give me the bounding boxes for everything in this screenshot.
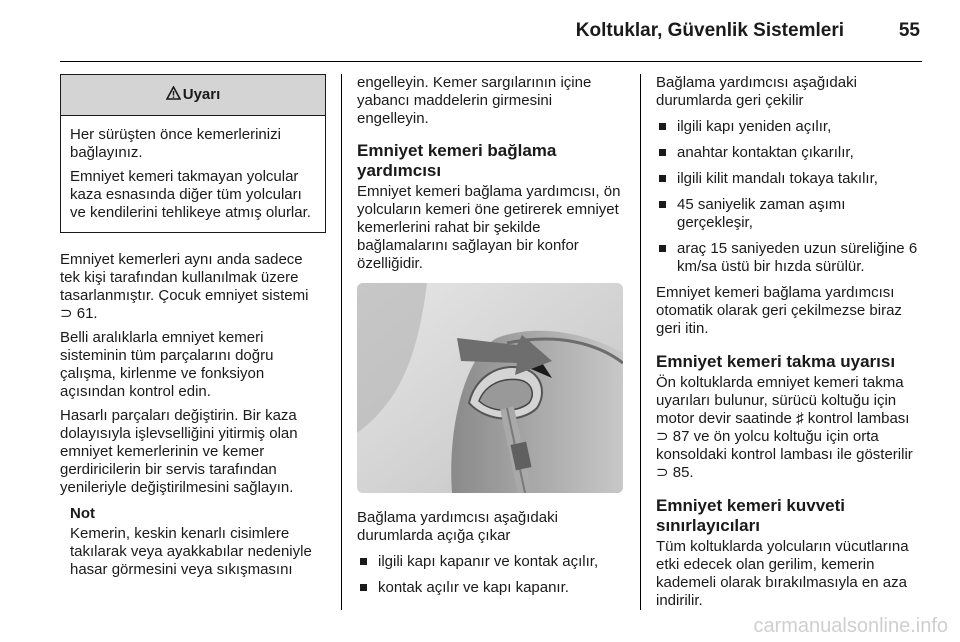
paragraph: Bağlama yardımcısı aşağıdaki durumlarda geri çekilir [656, 74, 857, 109]
header-rule [60, 61, 922, 62]
paragraph: Belli aralıklarla emniyet kemeri sisteminin tüm parçalarını doğru çalışma, kirlenme ve fonksiyon açısından kontrol edin. [60, 329, 274, 400]
paragraph: Emniyet kemeri bağlama yardımcısı, ön yolcuların kemeri öne getirerek emniyet kemerlerini rahat bir şekilde bağlamalarını sağlayan bir konfor özelliğidir. [357, 183, 621, 272]
page-ref-link[interactable]: 61. [76, 305, 98, 322]
page-header [60, 18, 922, 48]
column-1 [60, 74, 326, 579]
list-item: ilgili kapı yeniden açılır, [656, 118, 924, 136]
list-item: ilgili kilit mandalı tokaya takılır, [656, 170, 924, 188]
page-number: 55 [898, 20, 920, 41]
list-item: kontak açılır ve kapı kapanır. [357, 579, 625, 597]
note-label: Not [70, 505, 95, 522]
warning-text-1: Her sürüşten önce kemerlerinizi bağlayınız. [70, 126, 281, 161]
warning-header [61, 75, 325, 116]
page-ref-icon: ⊃ [60, 305, 73, 322]
warning-triangle-icon [166, 86, 181, 105]
list-item: anahtar kontaktan çıkarılır, [656, 144, 924, 162]
section-force-limiters [656, 496, 924, 610]
paragraph [656, 374, 924, 482]
page-ref-icon: ⊃ [656, 464, 669, 481]
page-title: Koltuklar, Güvenlik Sistemleri [575, 20, 844, 41]
column-3 [656, 74, 924, 616]
paragraph: Bağlama yardımcısı aşağıdaki durumlarda açığa çıkar [357, 509, 558, 544]
note-text: Kemerin, keskin kenarlı cisimlere takılarak veya ayakkabılar nedeniyle hasar görmesini veya sıkışmasını [70, 525, 312, 578]
column-divider [341, 74, 342, 610]
section-heading: Emniyet kemeri takma uyarısı [656, 352, 896, 371]
note-block [70, 505, 326, 579]
section-heading: Emniyet kemeri bağlama yardımcısı [357, 141, 557, 180]
list-item: 45 saniyelik zaman aşımı gerçekleşir, [656, 196, 924, 232]
page-ref-link[interactable]: 85. [672, 464, 694, 481]
extend-conditions-list [357, 553, 625, 597]
section-heading: Emniyet kemeri kuvveti sınırlayıcıları [656, 496, 845, 535]
paragraph: engelleyin. Kemer sargılarının içine yabancı maddelerin girmesini engelleyin. [357, 74, 592, 127]
paragraph-text: kontrol lambası [807, 410, 910, 427]
column-2 [357, 74, 625, 605]
page-ref-icon: ⊃ [656, 428, 669, 445]
watermark: carmanualsonline.info [753, 615, 948, 637]
paragraph-text: Ön koltuklarda emniyet kemeri takma uyarıları bulunur, sürücü koltuğu için motor devir saatinde [656, 374, 904, 427]
retract-conditions-list [656, 118, 924, 276]
warning-box [60, 74, 326, 233]
warning-text-2: Emniyet kemeri takmayan yolcular kaza esnasında diğer tüm yolcuları ve kendilerini tehlikeye atmış olurlar. [70, 168, 311, 221]
paragraph: Emniyet kemeri bağlama yardımcısı otomatik olarak geri çekilmezse biraz geri itin. [656, 284, 902, 337]
paragraph: Tüm koltuklarda yolcuların vücutlarına etki edecek olan gerilim, kemerin kademeli olarak bırakılmasıyla en aza indirilir. [656, 538, 909, 609]
list-item: araç 15 saniyeden uzun süreliğine 6 km/sa üstü bir hızda sürülür. [656, 240, 924, 276]
paragraph [60, 251, 326, 323]
page-ref-link[interactable]: 87 ve ön yolcu koltuğu için orta konsoldaki kontrol lambası ile gösterilir [656, 428, 913, 463]
list-item: ilgili kapı kapanır ve kontak açılır, [357, 553, 625, 571]
paragraph: Hasarlı parçaları değiştirin. Bir kaza dolayısıyla işlevselliğini yitirmiş olan emniyet kemerlerinin ve kemer gerdiricilerin bir servis tarafından yenileriyle değiştirilmesini sağlayın. [60, 407, 298, 496]
warning-body [61, 116, 325, 232]
seat-belt-icon: ♯ [796, 410, 804, 427]
column-divider [640, 74, 641, 610]
warning-title: Uyarı [182, 86, 221, 103]
section-belt-reminder [656, 352, 924, 482]
paragraph-text: Emniyet kemerleri aynı anda sadece tek kişi tarafından kullanılmak üzere tasarlanmıştır. Çocuk emniyet sistemi [60, 251, 309, 304]
seat-belt-illustration [357, 283, 623, 493]
